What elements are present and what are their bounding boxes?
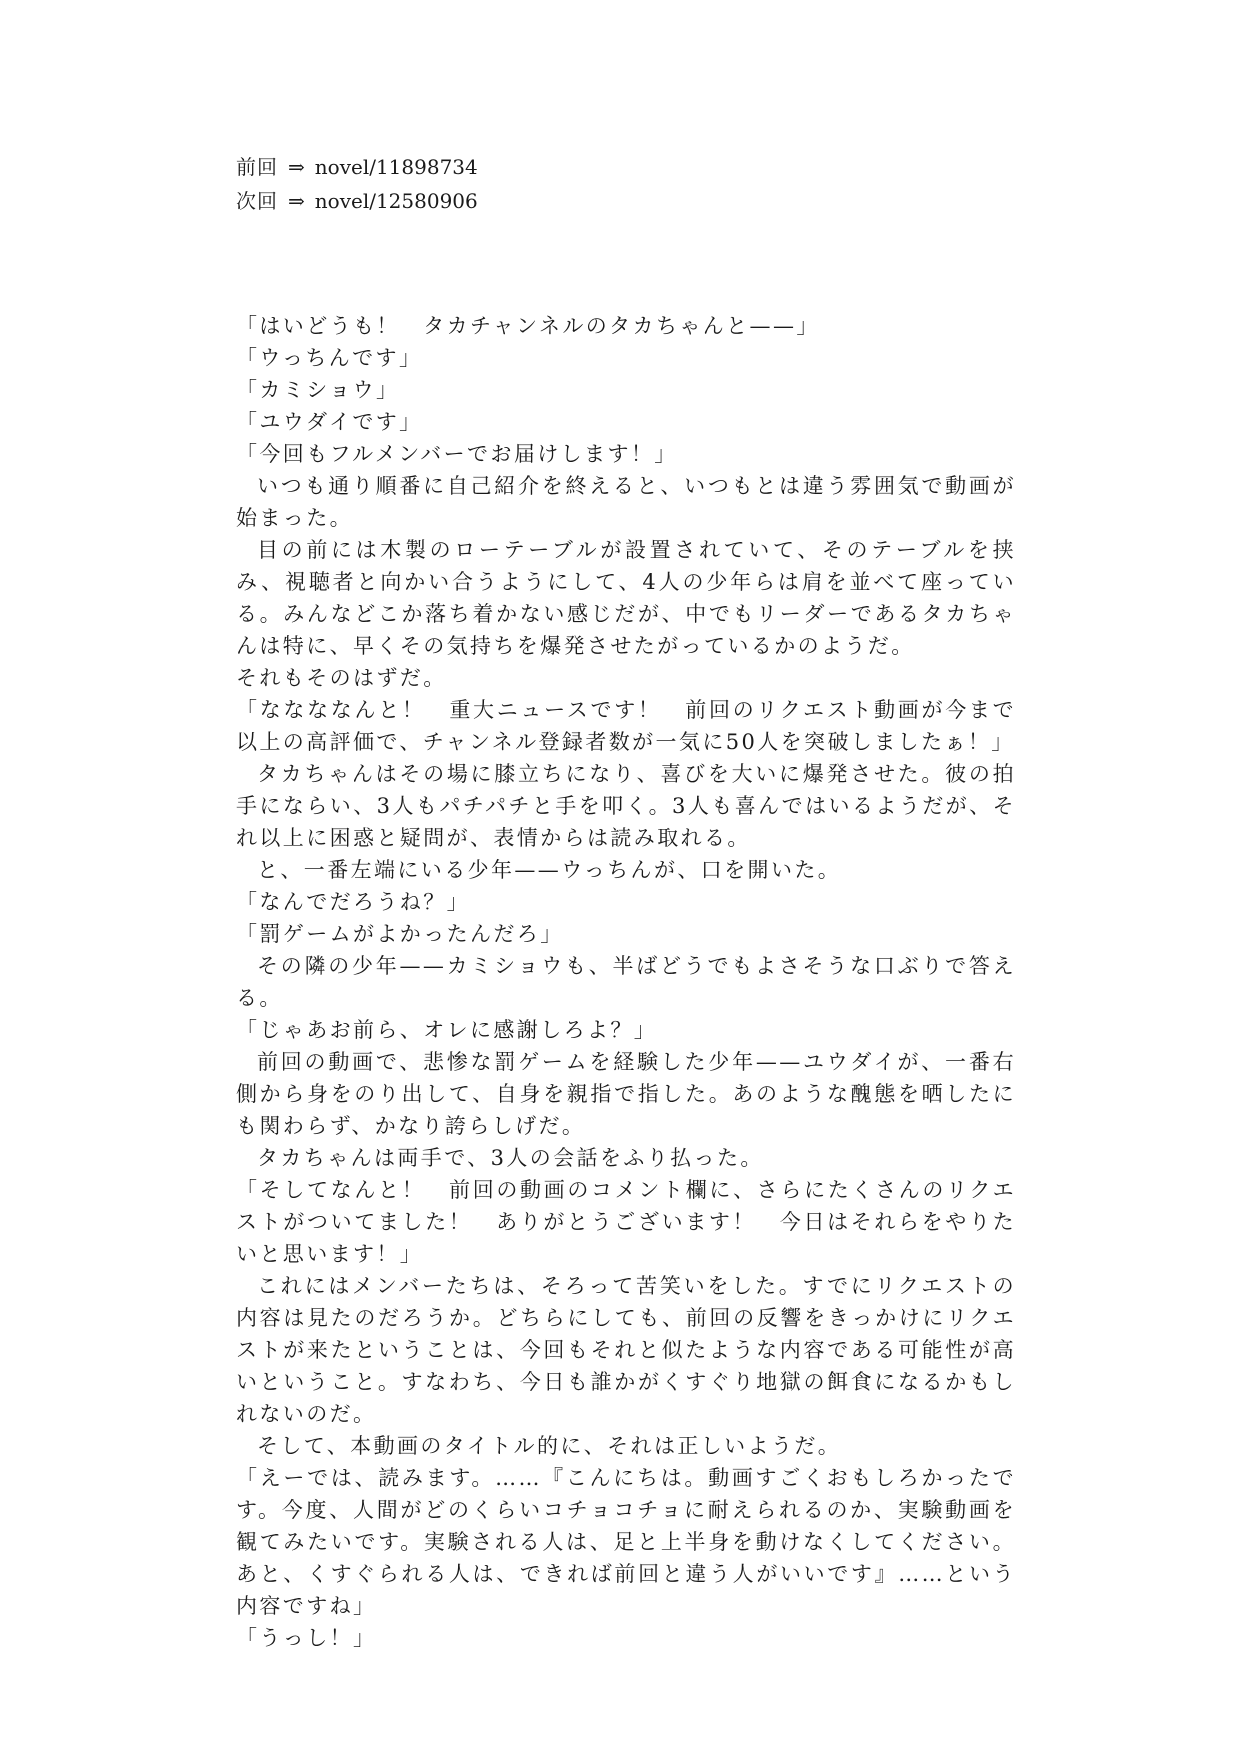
dialogue-line: 「ウっちんです」 (236, 346, 423, 370)
narration-paragraph: いつも通り順番に自己紹介を終えると、いつもとは違う雰囲気で動画が始まった。 (236, 474, 1016, 530)
dialogue-line: 「じゃあお前ら、オレに感謝しろよ？」 (236, 1018, 658, 1042)
narration-paragraph: そして、本動画のタイトル的に、それは正しいようだ。 (257, 1434, 842, 1458)
right-arrow-icon: ⇒ (288, 189, 305, 213)
dialogue-line: 「なんでだろうね？」 (236, 890, 470, 914)
next-episode-link[interactable] (236, 184, 1016, 218)
dialogue-line: 「カミショウ」 (236, 378, 400, 402)
right-arrow-icon: ⇒ (288, 155, 305, 179)
next-link-text: novel/12580906 (314, 189, 478, 213)
dialogue-line: 「今回もフルメンバーでお届けします！」 (236, 442, 678, 466)
dialogue-line: 「ななななんと！ 重大ニュースです！ 前回のリクエスト動画が今まで以上の高評価で、チャンネル登録者数が一気に50人を突破しましたぁ！」 (236, 698, 1016, 754)
next-label: 次回 (236, 189, 278, 213)
dialogue-line: 「えーでは、読みます。……『こんにちは。動画すごくおもしろかったです。今度、人間がどのくらいコチョコチョに耐えられるのか、実験動画を観てみたいです。実験される人は、足と上半身を動けなくしてください。あと、くすぐられる人は、できれば前回と違う人がいいです』……という内容ですね」 (236, 1466, 1016, 1618)
previous-label: 前回 (236, 155, 278, 179)
dialogue-line: 「はいどうも！ タカチャンネルのタカちゃんと——」 (236, 314, 820, 338)
narration-paragraph: 前回の動画で、悲惨な罰ゲームを経験した少年——ユウダイが、一番右側から身をのり出して、自身を親指で指した。あのような醜態を晒したにも関わらず、かなり誇らしげだ。 (236, 1050, 1016, 1138)
previous-episode-link[interactable] (236, 150, 1016, 184)
previous-link-text: novel/11898734 (314, 155, 478, 179)
story-body (236, 310, 1016, 1654)
narration-paragraph: と、一番左端にいる少年——ウっちんが、口を開いた。 (257, 858, 842, 882)
episode-navigation (236, 150, 1016, 218)
dialogue-line: 「罰ゲームがよかったんだろ」 (236, 922, 564, 946)
narration-paragraph: タカちゃんは両手で、3人の会話をふり払った。 (257, 1146, 764, 1170)
narration-paragraph: これにはメンバーたちは、そろって苦笑いをした。すでにリクエストの内容は見たのだろうか。どちらにしても、前回の反響をきっかけにリクエストが来たということは、今回もそれと似たような内容である可能性が高いということ。すなわち、今日も誰かがくすぐり地獄の餌食になるかもしれないのだ。 (236, 1274, 1016, 1426)
dialogue-line: 「ユウダイです」 (236, 410, 423, 434)
narration-paragraph: それもそのはずだ。 (236, 666, 447, 690)
dialogue-line: 「そしてなんと！ 前回の動画のコメント欄に、さらにたくさんのリクエストがついてました！ ありがとうございます！ 今日はそれらをやりたいと思います！」 (236, 1178, 1016, 1266)
dialogue-line: 「うっし！」 (236, 1626, 377, 1650)
narration-paragraph: 目の前には木製のローテーブルが設置されていて、そのテーブルを挟み、視聴者と向かい合うようにして、4人の少年らは肩を並べて座っている。みんなどこか落ち着かない感じだが、中でもリーダーであるタカちゃんは特に、早くその気持ちを爆発させたがっているかのようだ。 (236, 538, 1016, 658)
narration-paragraph: タカちゃんはその場に膝立ちになり、喜びを大いに爆発させた。彼の拍手にならい、3人もパチパチと手を叩く。3人も喜んではいるようだが、それ以上に困惑と疑問が、表情からは読み取れる。 (236, 762, 1017, 850)
narration-paragraph: その隣の少年——カミショウも、半ばどうでもよさそうな口ぶりで答える。 (236, 954, 1016, 1010)
